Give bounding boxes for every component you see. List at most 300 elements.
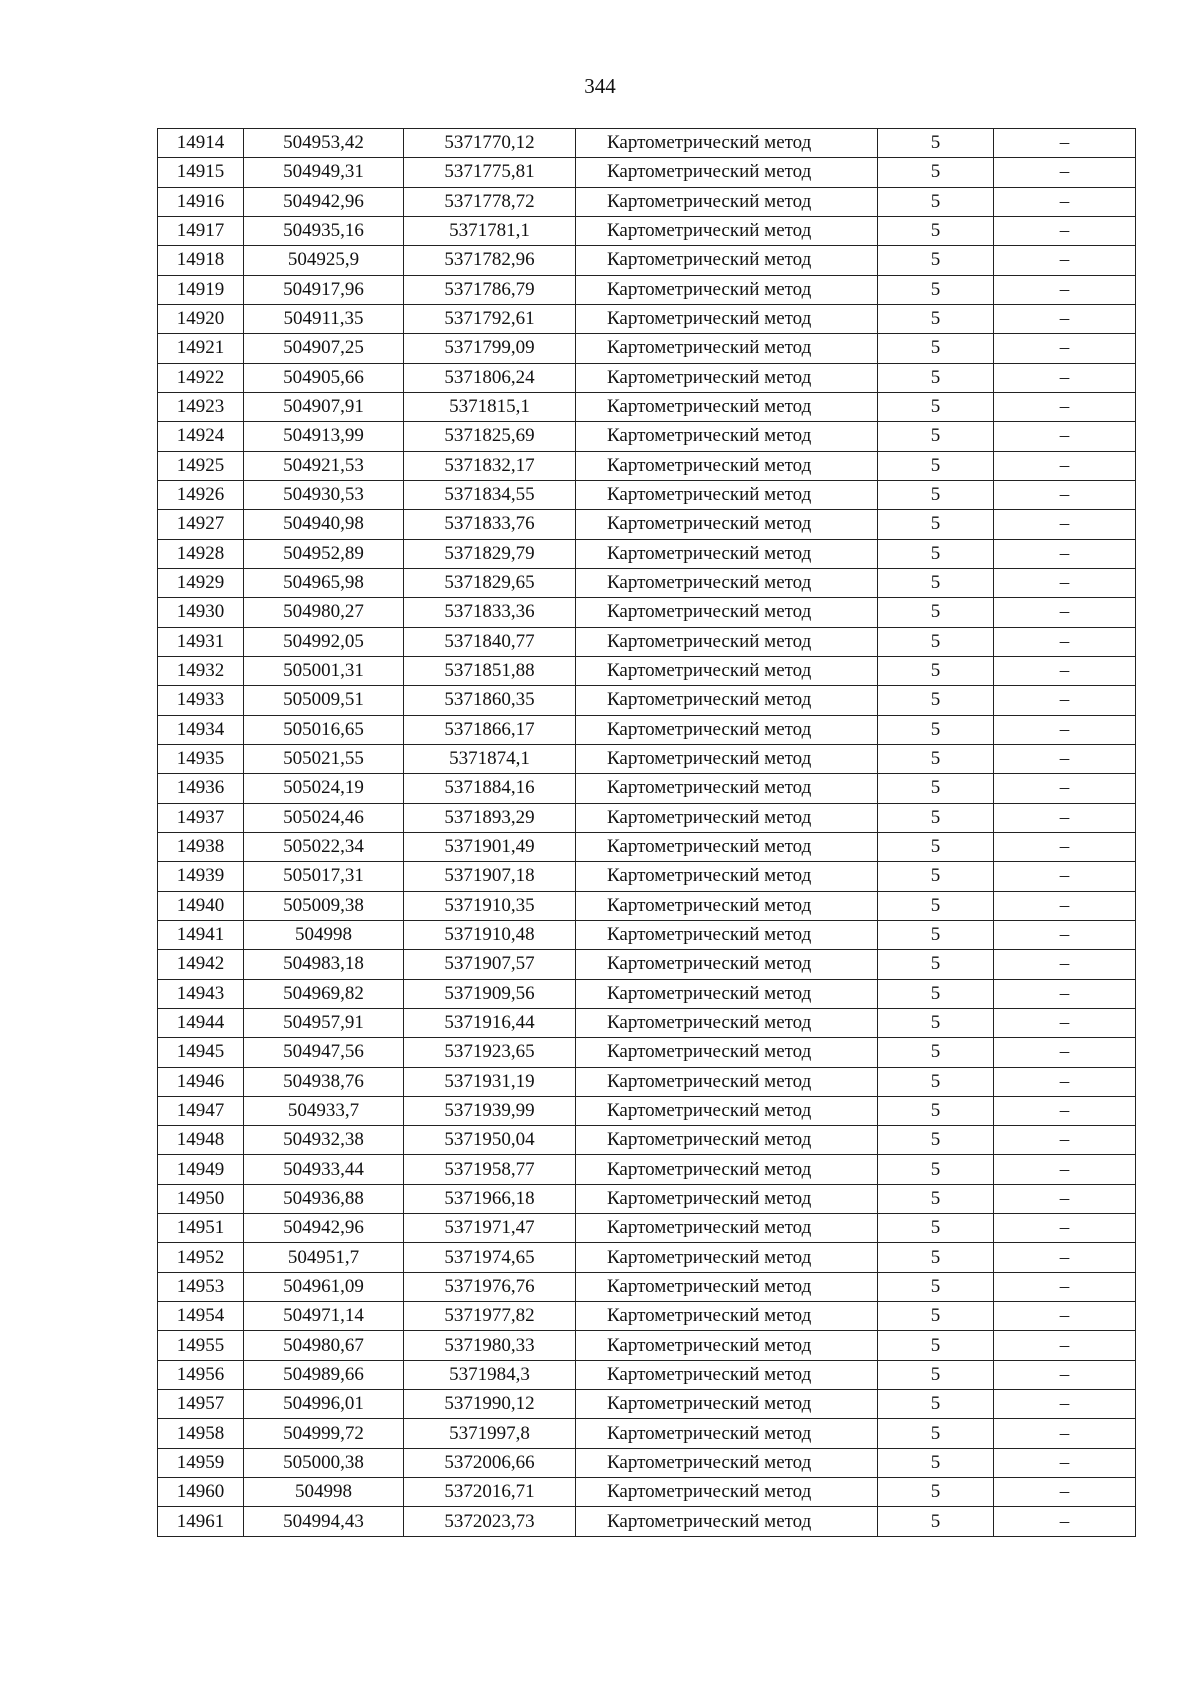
x-coordinate-cell: 504907,25 xyxy=(244,334,404,363)
y-coordinate-cell: 5371806,24 xyxy=(404,363,576,392)
point-number-cell: 14929 xyxy=(158,568,244,597)
x-coordinate-cell: 504969,82 xyxy=(244,979,404,1008)
method-cell: Картометрический метод xyxy=(576,1155,878,1184)
table-row xyxy=(158,744,1136,773)
x-coordinate-cell: 504921,53 xyxy=(244,451,404,480)
remark-cell: – xyxy=(994,334,1136,363)
x-coordinate-cell: 504999,72 xyxy=(244,1419,404,1448)
accuracy-cell: 5 xyxy=(878,891,994,920)
x-coordinate-cell: 504980,27 xyxy=(244,598,404,627)
x-coordinate-cell: 504980,67 xyxy=(244,1331,404,1360)
point-number-cell: 14917 xyxy=(158,216,244,245)
method-cell: Картометрический метод xyxy=(576,891,878,920)
accuracy-cell: 5 xyxy=(878,158,994,187)
table-row xyxy=(158,510,1136,539)
remark-cell: – xyxy=(994,1126,1136,1155)
point-number-cell: 14946 xyxy=(158,1067,244,1096)
remark-cell: – xyxy=(994,1184,1136,1213)
remark-cell: – xyxy=(994,1038,1136,1067)
method-cell: Картометрический метод xyxy=(576,1008,878,1037)
y-coordinate-cell: 5371958,77 xyxy=(404,1155,576,1184)
coordinates-table-body xyxy=(158,129,1136,1537)
remark-cell: – xyxy=(994,920,1136,949)
point-number-cell: 14915 xyxy=(158,158,244,187)
point-number-cell: 14961 xyxy=(158,1507,244,1536)
point-number-cell: 14933 xyxy=(158,686,244,715)
accuracy-cell: 5 xyxy=(878,1008,994,1037)
remark-cell: – xyxy=(994,1419,1136,1448)
remark-cell: – xyxy=(994,1331,1136,1360)
y-coordinate-cell: 5371974,65 xyxy=(404,1243,576,1272)
method-cell: Картометрический метод xyxy=(576,920,878,949)
point-number-cell: 14924 xyxy=(158,422,244,451)
method-cell: Картометрический метод xyxy=(576,187,878,216)
remark-cell: – xyxy=(994,158,1136,187)
accuracy-cell: 5 xyxy=(878,598,994,627)
remark-cell: – xyxy=(994,862,1136,891)
coordinates-table xyxy=(157,128,1136,1537)
remark-cell: – xyxy=(994,216,1136,245)
method-cell: Картометрический метод xyxy=(576,158,878,187)
y-coordinate-cell: 5371866,17 xyxy=(404,715,576,744)
y-coordinate-cell: 5372023,73 xyxy=(404,1507,576,1536)
remark-cell: – xyxy=(994,1302,1136,1331)
remark-cell: – xyxy=(994,598,1136,627)
table-row xyxy=(158,627,1136,656)
x-coordinate-cell: 505009,51 xyxy=(244,686,404,715)
table-row xyxy=(158,363,1136,392)
table-row xyxy=(158,1419,1136,1448)
table-row xyxy=(158,1214,1136,1243)
point-number-cell: 14930 xyxy=(158,598,244,627)
y-coordinate-cell: 5371907,57 xyxy=(404,950,576,979)
accuracy-cell: 5 xyxy=(878,715,994,744)
method-cell: Картометрический метод xyxy=(576,510,878,539)
point-number-cell: 14952 xyxy=(158,1243,244,1272)
point-number-cell: 14939 xyxy=(158,862,244,891)
x-coordinate-cell: 504951,7 xyxy=(244,1243,404,1272)
method-cell: Картометрический метод xyxy=(576,568,878,597)
point-number-cell: 14948 xyxy=(158,1126,244,1155)
table-row xyxy=(158,480,1136,509)
x-coordinate-cell: 504933,7 xyxy=(244,1096,404,1125)
x-coordinate-cell: 504957,91 xyxy=(244,1008,404,1037)
method-cell: Картометрический метод xyxy=(576,334,878,363)
method-cell: Картометрический метод xyxy=(576,1360,878,1389)
accuracy-cell: 5 xyxy=(878,920,994,949)
x-coordinate-cell: 505001,31 xyxy=(244,656,404,685)
x-coordinate-cell: 504947,56 xyxy=(244,1038,404,1067)
x-coordinate-cell: 504952,89 xyxy=(244,539,404,568)
point-number-cell: 14940 xyxy=(158,891,244,920)
point-number-cell: 14927 xyxy=(158,510,244,539)
y-coordinate-cell: 5371916,44 xyxy=(404,1008,576,1037)
y-coordinate-cell: 5371980,33 xyxy=(404,1331,576,1360)
remark-cell: – xyxy=(994,1478,1136,1507)
x-coordinate-cell: 505017,31 xyxy=(244,862,404,891)
method-cell: Картометрический метод xyxy=(576,304,878,333)
remark-cell: – xyxy=(994,1155,1136,1184)
x-coordinate-cell: 504998 xyxy=(244,920,404,949)
y-coordinate-cell: 5371792,61 xyxy=(404,304,576,333)
table-row xyxy=(158,129,1136,158)
table-row xyxy=(158,392,1136,421)
remark-cell: – xyxy=(994,304,1136,333)
accuracy-cell: 5 xyxy=(878,803,994,832)
accuracy-cell: 5 xyxy=(878,187,994,216)
table-row xyxy=(158,275,1136,304)
point-number-cell: 14919 xyxy=(158,275,244,304)
y-coordinate-cell: 5371971,47 xyxy=(404,1214,576,1243)
method-cell: Картометрический метод xyxy=(576,1302,878,1331)
table-row xyxy=(158,334,1136,363)
remark-cell: – xyxy=(994,744,1136,773)
remark-cell: – xyxy=(994,715,1136,744)
point-number-cell: 14928 xyxy=(158,539,244,568)
accuracy-cell: 5 xyxy=(878,744,994,773)
y-coordinate-cell: 5371976,76 xyxy=(404,1272,576,1301)
x-coordinate-cell: 505024,19 xyxy=(244,774,404,803)
y-coordinate-cell: 5371907,18 xyxy=(404,862,576,891)
x-coordinate-cell: 504994,43 xyxy=(244,1507,404,1536)
x-coordinate-cell: 504989,66 xyxy=(244,1360,404,1389)
remark-cell: – xyxy=(994,187,1136,216)
x-coordinate-cell: 504953,42 xyxy=(244,129,404,158)
accuracy-cell: 5 xyxy=(878,1390,994,1419)
accuracy-cell: 5 xyxy=(878,950,994,979)
accuracy-cell: 5 xyxy=(878,1419,994,1448)
y-coordinate-cell: 5371829,79 xyxy=(404,539,576,568)
table-row xyxy=(158,1067,1136,1096)
y-coordinate-cell: 5371782,96 xyxy=(404,246,576,275)
y-coordinate-cell: 5371815,1 xyxy=(404,392,576,421)
accuracy-cell: 5 xyxy=(878,539,994,568)
method-cell: Картометрический метод xyxy=(576,246,878,275)
x-coordinate-cell: 504907,91 xyxy=(244,392,404,421)
method-cell: Картометрический метод xyxy=(576,1126,878,1155)
x-coordinate-cell: 504940,98 xyxy=(244,510,404,539)
remark-cell: – xyxy=(994,1360,1136,1389)
accuracy-cell: 5 xyxy=(878,1507,994,1536)
table-row xyxy=(158,686,1136,715)
remark-cell: – xyxy=(994,246,1136,275)
point-number-cell: 14920 xyxy=(158,304,244,333)
y-coordinate-cell: 5371966,18 xyxy=(404,1184,576,1213)
point-number-cell: 14950 xyxy=(158,1184,244,1213)
y-coordinate-cell: 5371834,55 xyxy=(404,480,576,509)
point-number-cell: 14923 xyxy=(158,392,244,421)
table-row xyxy=(158,1302,1136,1331)
method-cell: Картометрический метод xyxy=(576,1507,878,1536)
method-cell: Картометрический метод xyxy=(576,1214,878,1243)
y-coordinate-cell: 5371990,12 xyxy=(404,1390,576,1419)
point-number-cell: 14958 xyxy=(158,1419,244,1448)
y-coordinate-cell: 5371825,69 xyxy=(404,422,576,451)
remark-cell: – xyxy=(994,1243,1136,1272)
accuracy-cell: 5 xyxy=(878,451,994,480)
table-row xyxy=(158,1360,1136,1389)
remark-cell: – xyxy=(994,480,1136,509)
remark-cell: – xyxy=(994,1214,1136,1243)
accuracy-cell: 5 xyxy=(878,422,994,451)
table-row xyxy=(158,1096,1136,1125)
x-coordinate-cell: 504932,38 xyxy=(244,1126,404,1155)
table-row xyxy=(158,1008,1136,1037)
x-coordinate-cell: 504949,31 xyxy=(244,158,404,187)
remark-cell: – xyxy=(994,1390,1136,1419)
table-row xyxy=(158,891,1136,920)
remark-cell: – xyxy=(994,627,1136,656)
table-row xyxy=(158,656,1136,685)
accuracy-cell: 5 xyxy=(878,363,994,392)
remark-cell: – xyxy=(994,1008,1136,1037)
remark-cell: – xyxy=(994,539,1136,568)
table-row xyxy=(158,1155,1136,1184)
remark-cell: – xyxy=(994,656,1136,685)
accuracy-cell: 5 xyxy=(878,304,994,333)
accuracy-cell: 5 xyxy=(878,1126,994,1155)
remark-cell: – xyxy=(994,803,1136,832)
x-coordinate-cell: 504942,96 xyxy=(244,187,404,216)
point-number-cell: 14947 xyxy=(158,1096,244,1125)
point-number-cell: 14916 xyxy=(158,187,244,216)
point-number-cell: 14944 xyxy=(158,1008,244,1037)
y-coordinate-cell: 5371770,12 xyxy=(404,129,576,158)
x-coordinate-cell: 504996,01 xyxy=(244,1390,404,1419)
accuracy-cell: 5 xyxy=(878,1038,994,1067)
y-coordinate-cell: 5371874,1 xyxy=(404,744,576,773)
method-cell: Картометрический метод xyxy=(576,862,878,891)
y-coordinate-cell: 5371997,8 xyxy=(404,1419,576,1448)
y-coordinate-cell: 5371778,72 xyxy=(404,187,576,216)
x-coordinate-cell: 505022,34 xyxy=(244,832,404,861)
method-cell: Картометрический метод xyxy=(576,129,878,158)
table-row xyxy=(158,920,1136,949)
y-coordinate-cell: 5371832,17 xyxy=(404,451,576,480)
y-coordinate-cell: 5371781,1 xyxy=(404,216,576,245)
table-row xyxy=(158,451,1136,480)
y-coordinate-cell: 5372016,71 xyxy=(404,1478,576,1507)
accuracy-cell: 5 xyxy=(878,510,994,539)
table-row xyxy=(158,1390,1136,1419)
method-cell: Картометрический метод xyxy=(576,1038,878,1067)
y-coordinate-cell: 5371775,81 xyxy=(404,158,576,187)
accuracy-cell: 5 xyxy=(878,246,994,275)
x-coordinate-cell: 504992,05 xyxy=(244,627,404,656)
remark-cell: – xyxy=(994,686,1136,715)
remark-cell: – xyxy=(994,1067,1136,1096)
remark-cell: – xyxy=(994,422,1136,451)
point-number-cell: 14941 xyxy=(158,920,244,949)
method-cell: Картометрический метод xyxy=(576,1096,878,1125)
accuracy-cell: 5 xyxy=(878,1272,994,1301)
x-coordinate-cell: 504935,16 xyxy=(244,216,404,245)
table-row xyxy=(158,1243,1136,1272)
point-number-cell: 14942 xyxy=(158,950,244,979)
method-cell: Картометрический метод xyxy=(576,1390,878,1419)
table-row xyxy=(158,1448,1136,1477)
x-coordinate-cell: 505024,46 xyxy=(244,803,404,832)
point-number-cell: 14921 xyxy=(158,334,244,363)
table-row xyxy=(158,304,1136,333)
x-coordinate-cell: 504961,09 xyxy=(244,1272,404,1301)
x-coordinate-cell: 504930,53 xyxy=(244,480,404,509)
accuracy-cell: 5 xyxy=(878,392,994,421)
remark-cell: – xyxy=(994,392,1136,421)
point-number-cell: 14956 xyxy=(158,1360,244,1389)
remark-cell: – xyxy=(994,275,1136,304)
x-coordinate-cell: 504965,98 xyxy=(244,568,404,597)
method-cell: Картометрический метод xyxy=(576,1331,878,1360)
method-cell: Картометрический метод xyxy=(576,656,878,685)
x-coordinate-cell: 504917,96 xyxy=(244,275,404,304)
y-coordinate-cell: 5371884,16 xyxy=(404,774,576,803)
y-coordinate-cell: 5372006,66 xyxy=(404,1448,576,1477)
accuracy-cell: 5 xyxy=(878,1302,994,1331)
accuracy-cell: 5 xyxy=(878,1096,994,1125)
accuracy-cell: 5 xyxy=(878,334,994,363)
table-row xyxy=(158,1272,1136,1301)
method-cell: Картометрический метод xyxy=(576,744,878,773)
table-row xyxy=(158,832,1136,861)
accuracy-cell: 5 xyxy=(878,627,994,656)
accuracy-cell: 5 xyxy=(878,832,994,861)
table-row xyxy=(158,539,1136,568)
point-number-cell: 14954 xyxy=(158,1302,244,1331)
y-coordinate-cell: 5371977,82 xyxy=(404,1302,576,1331)
method-cell: Картометрический метод xyxy=(576,451,878,480)
remark-cell: – xyxy=(994,1507,1136,1536)
y-coordinate-cell: 5371910,35 xyxy=(404,891,576,920)
y-coordinate-cell: 5371833,36 xyxy=(404,598,576,627)
y-coordinate-cell: 5371799,09 xyxy=(404,334,576,363)
x-coordinate-cell: 504983,18 xyxy=(244,950,404,979)
x-coordinate-cell: 504938,76 xyxy=(244,1067,404,1096)
remark-cell: – xyxy=(994,950,1136,979)
accuracy-cell: 5 xyxy=(878,686,994,715)
method-cell: Картометрический метод xyxy=(576,216,878,245)
accuracy-cell: 5 xyxy=(878,1243,994,1272)
table-row xyxy=(158,246,1136,275)
y-coordinate-cell: 5371893,29 xyxy=(404,803,576,832)
point-number-cell: 14959 xyxy=(158,1448,244,1477)
table-row xyxy=(158,979,1136,1008)
y-coordinate-cell: 5371950,04 xyxy=(404,1126,576,1155)
remark-cell: – xyxy=(994,1272,1136,1301)
remark-cell: – xyxy=(994,451,1136,480)
y-coordinate-cell: 5371923,65 xyxy=(404,1038,576,1067)
y-coordinate-cell: 5371909,56 xyxy=(404,979,576,1008)
table-row xyxy=(158,1038,1136,1067)
y-coordinate-cell: 5371786,79 xyxy=(404,275,576,304)
x-coordinate-cell: 505021,55 xyxy=(244,744,404,773)
table-row xyxy=(158,715,1136,744)
method-cell: Картометрический метод xyxy=(576,1478,878,1507)
method-cell: Картометрический метод xyxy=(576,422,878,451)
table-row xyxy=(158,774,1136,803)
accuracy-cell: 5 xyxy=(878,1360,994,1389)
accuracy-cell: 5 xyxy=(878,275,994,304)
x-coordinate-cell: 504936,88 xyxy=(244,1184,404,1213)
accuracy-cell: 5 xyxy=(878,1067,994,1096)
accuracy-cell: 5 xyxy=(878,862,994,891)
accuracy-cell: 5 xyxy=(878,656,994,685)
x-coordinate-cell: 504933,44 xyxy=(244,1155,404,1184)
point-number-cell: 14936 xyxy=(158,774,244,803)
remark-cell: – xyxy=(994,568,1136,597)
x-coordinate-cell: 504998 xyxy=(244,1478,404,1507)
method-cell: Картометрический метод xyxy=(576,1448,878,1477)
point-number-cell: 14949 xyxy=(158,1155,244,1184)
point-number-cell: 14918 xyxy=(158,246,244,275)
y-coordinate-cell: 5371939,99 xyxy=(404,1096,576,1125)
x-coordinate-cell: 504971,14 xyxy=(244,1302,404,1331)
y-coordinate-cell: 5371851,88 xyxy=(404,656,576,685)
y-coordinate-cell: 5371901,49 xyxy=(404,832,576,861)
point-number-cell: 14914 xyxy=(158,129,244,158)
method-cell: Картометрический метод xyxy=(576,686,878,715)
y-coordinate-cell: 5371829,65 xyxy=(404,568,576,597)
table-row xyxy=(158,1126,1136,1155)
point-number-cell: 14938 xyxy=(158,832,244,861)
method-cell: Картометрический метод xyxy=(576,979,878,1008)
x-coordinate-cell: 505016,65 xyxy=(244,715,404,744)
method-cell: Картометрический метод xyxy=(576,539,878,568)
method-cell: Картометрический метод xyxy=(576,598,878,627)
table-row xyxy=(158,803,1136,832)
page-number: 344 xyxy=(584,74,616,98)
point-number-cell: 14937 xyxy=(158,803,244,832)
method-cell: Картометрический метод xyxy=(576,1067,878,1096)
remark-cell: – xyxy=(994,510,1136,539)
table-row xyxy=(158,862,1136,891)
point-number-cell: 14932 xyxy=(158,656,244,685)
point-number-cell: 14960 xyxy=(158,1478,244,1507)
x-coordinate-cell: 504925,9 xyxy=(244,246,404,275)
table-row xyxy=(158,598,1136,627)
method-cell: Картометрический метод xyxy=(576,715,878,744)
point-number-cell: 14935 xyxy=(158,744,244,773)
accuracy-cell: 5 xyxy=(878,129,994,158)
point-number-cell: 14955 xyxy=(158,1331,244,1360)
table-row xyxy=(158,158,1136,187)
method-cell: Картометрический метод xyxy=(576,1184,878,1213)
point-number-cell: 14926 xyxy=(158,480,244,509)
accuracy-cell: 5 xyxy=(878,1331,994,1360)
remark-cell: – xyxy=(994,129,1136,158)
point-number-cell: 14957 xyxy=(158,1390,244,1419)
table-row xyxy=(158,422,1136,451)
y-coordinate-cell: 5371931,19 xyxy=(404,1067,576,1096)
method-cell: Картометрический метод xyxy=(576,774,878,803)
method-cell: Картометрический метод xyxy=(576,950,878,979)
point-number-cell: 14943 xyxy=(158,979,244,1008)
method-cell: Картометрический метод xyxy=(576,832,878,861)
method-cell: Картометрический метод xyxy=(576,1243,878,1272)
method-cell: Картометрический метод xyxy=(576,392,878,421)
accuracy-cell: 5 xyxy=(878,1184,994,1213)
x-coordinate-cell: 505000,38 xyxy=(244,1448,404,1477)
y-coordinate-cell: 5371984,3 xyxy=(404,1360,576,1389)
point-number-cell: 14925 xyxy=(158,451,244,480)
remark-cell: – xyxy=(994,363,1136,392)
table-row xyxy=(158,216,1136,245)
y-coordinate-cell: 5371840,77 xyxy=(404,627,576,656)
point-number-cell: 14945 xyxy=(158,1038,244,1067)
y-coordinate-cell: 5371860,35 xyxy=(404,686,576,715)
method-cell: Картометрический метод xyxy=(576,363,878,392)
point-number-cell: 14953 xyxy=(158,1272,244,1301)
